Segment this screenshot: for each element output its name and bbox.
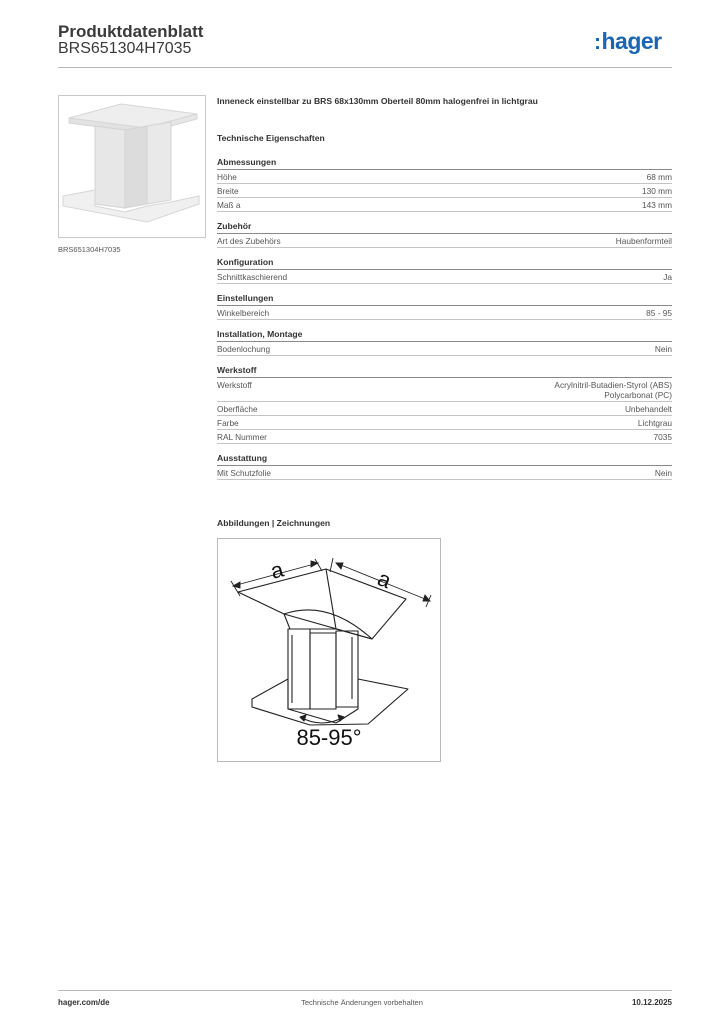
spec-value (654, 432, 672, 442)
spec-value-line: Nein (654, 468, 672, 478)
spec-section (217, 257, 672, 284)
spec-row (217, 306, 672, 320)
page-title: Produktdatenblatt (58, 22, 204, 41)
spec-value-line: 143 mm (642, 200, 672, 210)
spec-value (655, 468, 672, 478)
spec-label: Breite (217, 186, 239, 196)
logo-text: hager (601, 28, 662, 54)
spec-label: Höhe (217, 172, 237, 182)
section-title: Konfiguration (217, 257, 672, 270)
spec-value (642, 200, 672, 210)
section-title: Ausstattung (217, 453, 672, 466)
spec-label: Oberfläche (217, 404, 258, 414)
spec-value (625, 404, 672, 414)
spec-value (638, 418, 672, 428)
article-number: BRS651304H7035 (58, 40, 192, 57)
spec-value (647, 172, 672, 182)
spec-row (217, 466, 672, 480)
spec-value-line: Acrylnitril-Butadien-Styrol (ABS) (554, 380, 672, 390)
spec-value-line: 7035 (653, 432, 672, 442)
section-title: Einstellungen (217, 293, 672, 306)
spec-value-line: Haubenformteil (615, 236, 672, 246)
spec-label: Art des Zubehörs (217, 236, 281, 246)
spec-label: Werkstoff (217, 380, 252, 390)
spec-label: Winkelbereich (217, 308, 270, 318)
section-title: Installation, Montage (217, 329, 672, 342)
spec-value (554, 380, 672, 400)
footer-disclaimer: Technische Änderungen vorbehalten (301, 998, 423, 1007)
spec-value-line: 68 mm (646, 172, 672, 182)
spec-row (217, 234, 672, 248)
spec-label: Mit Schutzfolie (217, 468, 271, 478)
angle-label: 85-95° (296, 725, 362, 750)
technical-drawing (217, 538, 441, 762)
spec-row (217, 402, 672, 416)
spec-label: Maß a (217, 200, 241, 210)
spec-value-line: Ja (663, 272, 672, 282)
spec-section (217, 329, 672, 356)
spec-value (646, 308, 672, 318)
spec-section (217, 157, 672, 212)
spec-value-line: Nein (654, 344, 672, 354)
section-title: Zubehör (217, 221, 672, 234)
spec-section (217, 453, 672, 480)
spec-label: Farbe (217, 418, 239, 428)
spec-label: Bodenlochung (217, 344, 271, 354)
spec-value (663, 272, 672, 282)
section-title: Abmessungen (217, 157, 672, 170)
header-divider (58, 67, 672, 68)
spec-row (217, 198, 672, 212)
footer-website-link[interactable]: hager.com/de (58, 998, 110, 1007)
product-title: Inneneck einstellbar zu BRS 68x130mm Oberteil 80mm halogenfrei in lichtgrau (217, 96, 538, 106)
spec-section (217, 365, 672, 444)
dimension-a-left: a (267, 556, 287, 584)
spec-value-line: 85 - 95 (646, 308, 672, 318)
spec-row (217, 416, 672, 430)
spec-value (655, 344, 672, 354)
spec-label: RAL Nummer (217, 432, 267, 442)
spec-value-line: Unbehandelt (624, 404, 672, 414)
spec-value-line: Lichtgrau (637, 418, 672, 428)
spec-sections (217, 157, 672, 480)
spec-row (217, 342, 672, 356)
brand-logo (594, 28, 662, 55)
logo-colon-mark: : (594, 31, 601, 54)
figures-heading: Abbildungen | Zeichnungen (217, 518, 331, 528)
spec-row (217, 170, 672, 184)
product-details (217, 95, 672, 489)
spec-label: Schnittkaschierend (217, 272, 288, 282)
spec-row (217, 378, 672, 402)
spec-row (217, 430, 672, 444)
dimension-a-right: a (374, 565, 395, 594)
product-image (58, 95, 206, 238)
footer-divider (58, 990, 672, 991)
tech-heading: Technische Eigenschaften (217, 133, 325, 143)
spec-value-line: 130 mm (642, 186, 672, 196)
spec-row (217, 270, 672, 284)
spec-section (217, 293, 672, 320)
spec-value-line: Polycarbonat (PC) (604, 390, 672, 400)
spec-value (616, 236, 672, 246)
spec-row (217, 184, 672, 198)
section-title: Werkstoff (217, 365, 672, 378)
image-caption: BRS651304H7035 (58, 245, 121, 254)
footer-date: 10.12.2025 (631, 998, 672, 1007)
spec-section (217, 221, 672, 248)
spec-value (642, 186, 672, 196)
